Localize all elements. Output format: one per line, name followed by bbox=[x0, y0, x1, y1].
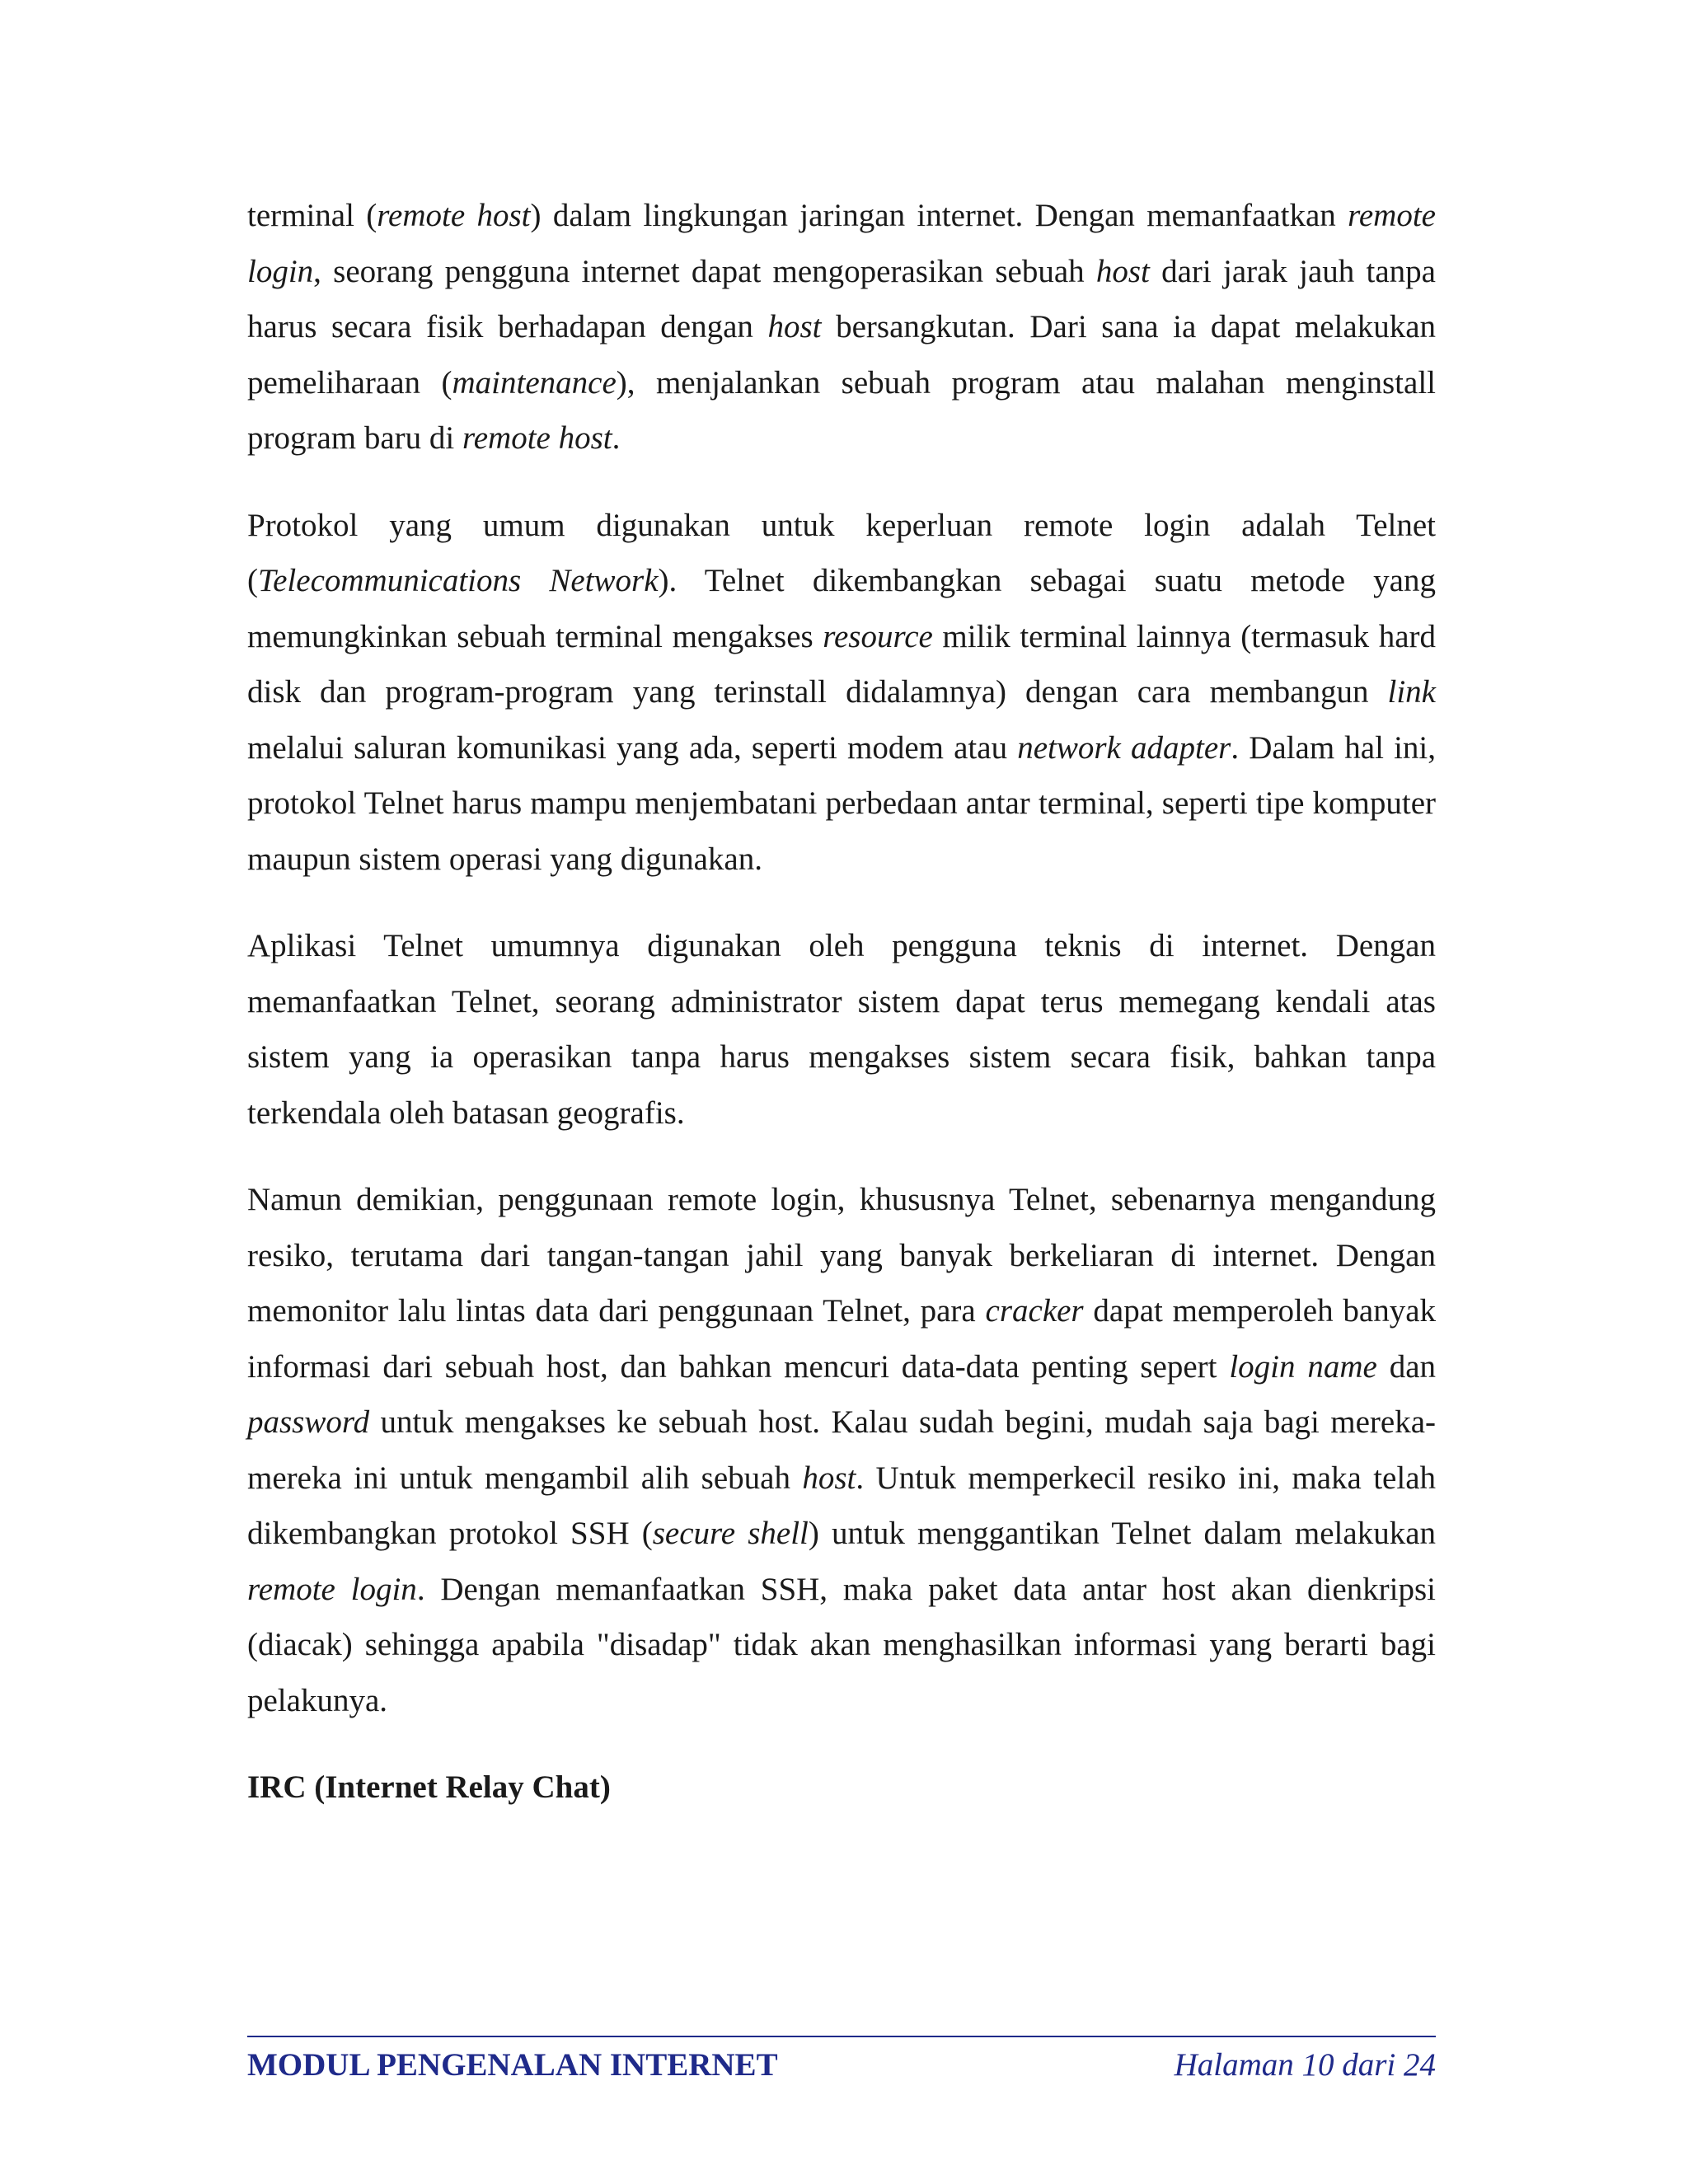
italic-text-run: host bbox=[802, 1460, 856, 1496]
text-run: , seorang pengguna internet dapat mengoperasikan sebuah bbox=[313, 253, 1096, 289]
text-run: ). Telnet dikembangkan sebagai suatu metode yang memungkinkan sebuah terminal mengakses bbox=[247, 563, 1436, 654]
italic-text-run: resource bbox=[823, 618, 933, 654]
italic-text-run: network adapter bbox=[1017, 729, 1231, 766]
italic-text-run: link bbox=[1387, 674, 1436, 710]
text-run: bersangkutan. Dari sana ia dapat melakukan pemeliharaan ( bbox=[247, 309, 1437, 401]
text-run: . Dalam hal ini, protokol Telnet harus mampu menjembatani perbedaan antar terminal, seperti tipe komputer maupun sistem operasi yang digunakan. bbox=[247, 729, 1436, 877]
text-run: . Untuk memperkecil resiko ini, maka telah dikembangkan protokol SSH ( bbox=[247, 1460, 1436, 1551]
italic-text-run: remote login bbox=[247, 1571, 417, 1607]
text-run: . bbox=[612, 420, 621, 456]
body-paragraph bbox=[247, 498, 1436, 888]
body-paragraph bbox=[247, 1172, 1436, 1728]
text-run: terminal ( bbox=[247, 198, 377, 233]
text-run: . Dengan memanfaatkan SSH, maka paket data antar host akan dienkripsi (diacak) sehingga apabila "disadap" tidak akan menghasilkan informasi yang berarti bagi pelakunya. bbox=[247, 1571, 1436, 1718]
italic-text-run: host bbox=[1095, 253, 1150, 289]
page-footer bbox=[247, 2040, 1436, 2089]
text-run: dan bbox=[1376, 1348, 1437, 1385]
body-paragraph bbox=[247, 918, 1436, 1141]
italic-text-run: Telecommunications Network bbox=[258, 563, 659, 598]
italic-text-run: remote host bbox=[462, 420, 612, 456]
text-run: ), menjalankan sebuah program atau malahan menginstall program baru di bbox=[247, 364, 1436, 456]
text-run: melalui saluran komunikasi yang ada, seperti modem atau bbox=[247, 729, 1018, 766]
document-body bbox=[247, 188, 1436, 1816]
italic-text-run: cracker bbox=[985, 1293, 1084, 1329]
italic-text-run: host bbox=[767, 309, 822, 344]
text-run: dapat memperoleh banyak informasi dari sebuah host, dan bahkan mencuri data-data penting sepert bbox=[247, 1293, 1436, 1385]
italic-text-run: login name bbox=[1229, 1348, 1377, 1385]
text-run: untuk mengakses ke sebuah host. Kalau sudah begini, mudah saja bagi mereka-mereka ini untuk mengambil alih sebuah bbox=[247, 1404, 1436, 1496]
footer-module-title: MODUL PENGENALAN INTERNET bbox=[247, 2046, 778, 2083]
footer-page-number: Halaman 10 dari 24 bbox=[1174, 2046, 1436, 2083]
body-paragraph bbox=[247, 188, 1436, 466]
section-heading: IRC (Internet Relay Chat) bbox=[247, 1769, 611, 1805]
text-run: ) dalam lingkungan jaringan internet. Dengan memanfaatkan bbox=[530, 198, 1348, 233]
text-run: ) untuk menggantikan Telnet dalam melakukan bbox=[808, 1516, 1436, 1551]
italic-text-run: maintenance bbox=[452, 364, 617, 401]
text-run: Aplikasi Telnet umumnya digunakan oleh pengguna teknis di internet. Dengan memanfaatkan Telnet, seorang administrator sistem dapat terus memegang kendali atas sistem yang ia operasikan tanpa harus mengakses sistem secara fisik, bahkan tanpa terkendala oleh batasan geografis. bbox=[247, 928, 1436, 1131]
text-run: Protokol yang umum digunakan untuk keperluan remote login adalah Telnet ( bbox=[247, 507, 1436, 598]
text-run: milik terminal lainnya (termasuk hard disk dan program-program yang terinstall didalamnya) dengan cara membangun bbox=[247, 618, 1436, 710]
text-run: Namun demikian, penggunaan remote login, khususnya Telnet, sebenarnya mengandung resiko, terutama dari tangan-tangan jahil yang banyak berkeliaran di internet. Dengan memonitor lalu lintas data dari penggunaan Telnet, para bbox=[247, 1182, 1436, 1329]
footer-divider bbox=[247, 2036, 1436, 2037]
italic-text-run: remote host bbox=[377, 198, 531, 233]
paragraph-list bbox=[247, 188, 1436, 1728]
italic-text-run: password bbox=[247, 1404, 370, 1440]
italic-text-run: remote login bbox=[247, 198, 1436, 289]
text-run: dari jarak jauh tanpa harus secara fisik berhadapan dengan bbox=[247, 253, 1436, 344]
italic-text-run: secure shell bbox=[652, 1516, 809, 1551]
